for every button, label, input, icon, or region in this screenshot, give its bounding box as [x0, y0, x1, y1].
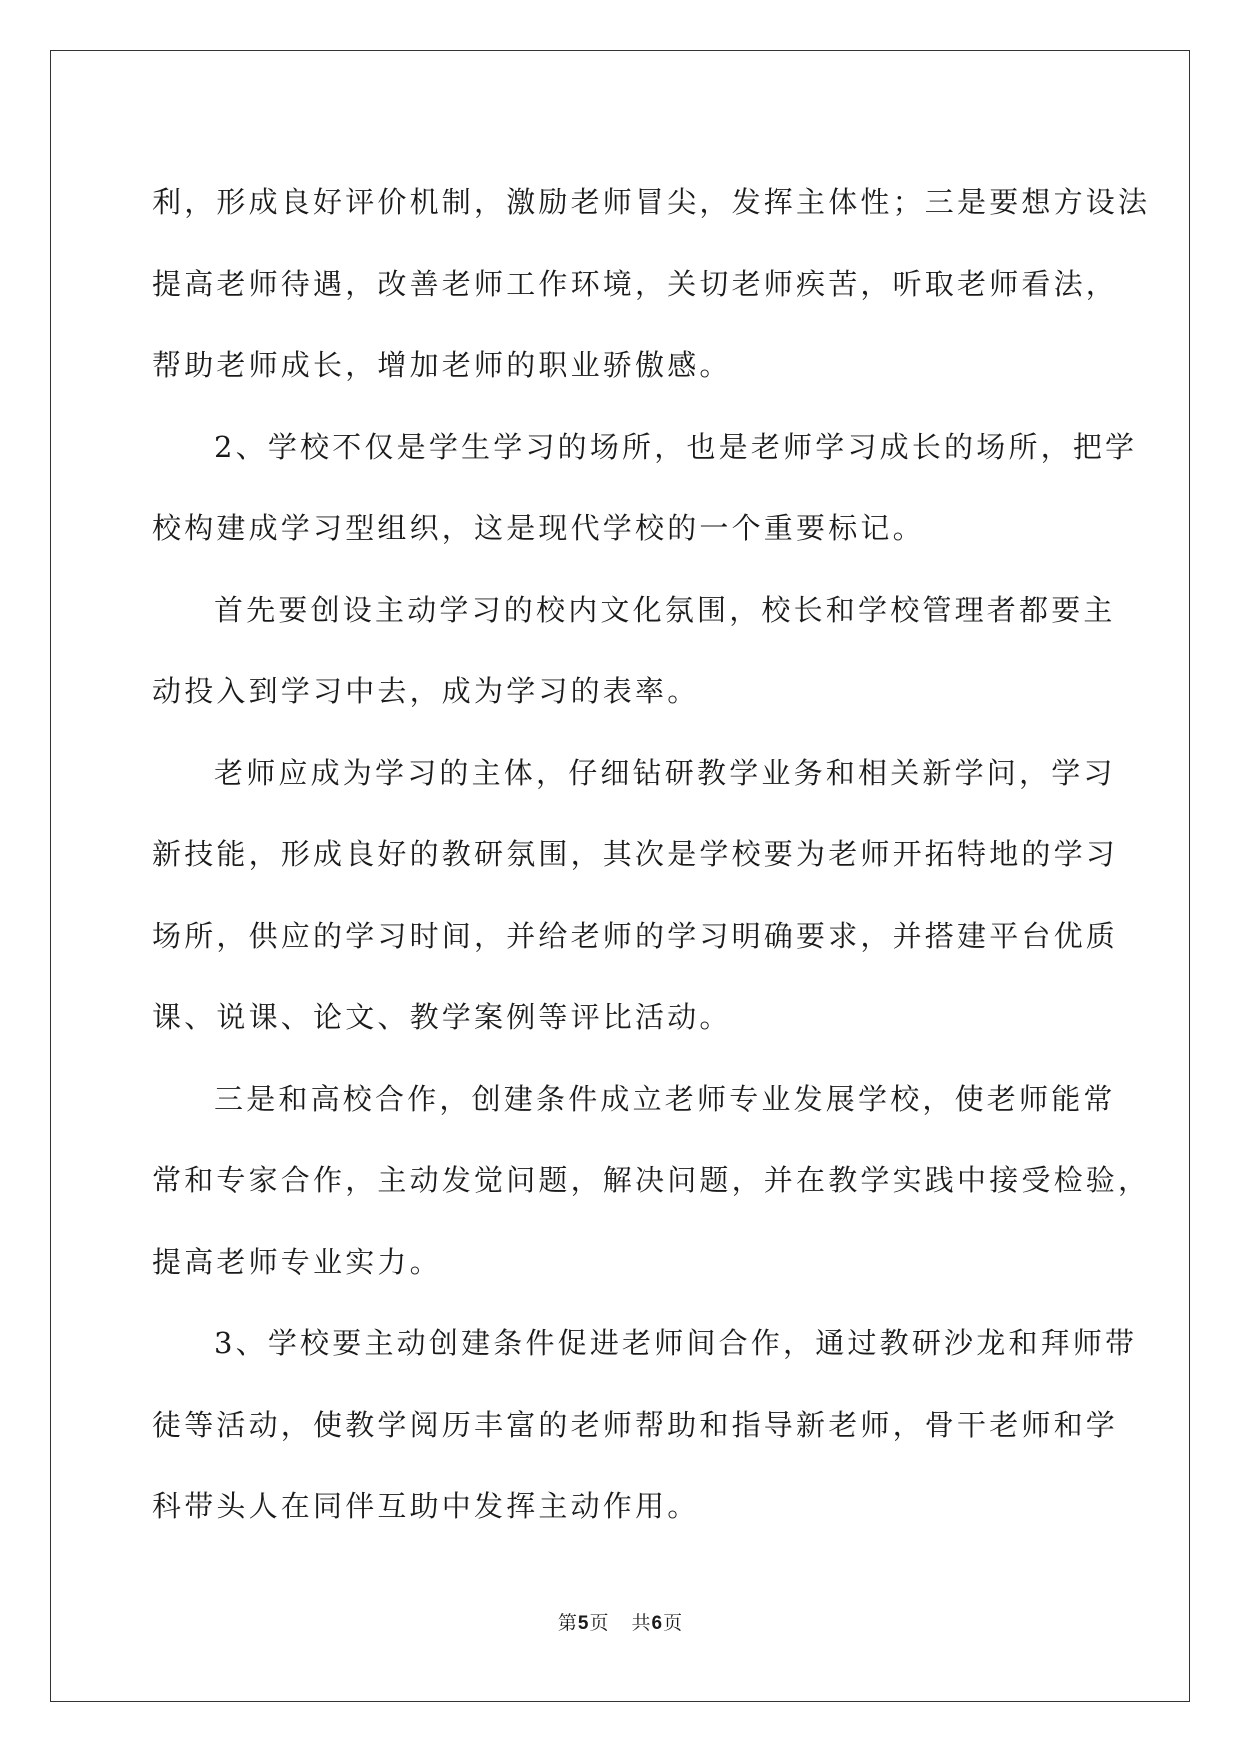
text-line: 提高老师专业实力。 [152, 1244, 442, 1279]
total-label-prefix: 共 [631, 1612, 652, 1634]
text-line: 动投入到学习中去，成为学习的表率。 [152, 674, 700, 708]
page-number: 5 [577, 1613, 590, 1634]
text-line: 场所，供应的学习时间，并给老师的学习明确要求，并搭建平台优质 [152, 918, 1119, 953]
text-line: 三是和高校合作，创建条件成立老师专业发展学校，使老师能常 [214, 1081, 1116, 1116]
text-line: 老师应成为学习的主体，仔细钻研教学业务和相关新学问，学习 [214, 755, 1116, 790]
text-line: 校构建成学习型组织，这是现代学校的一个重要标记。 [152, 511, 925, 545]
document-body [152, 162, 1151, 1548]
page-label-suffix: 页 [589, 1612, 610, 1634]
text-line: 常和专家合作，主动发觉问题，解决问题，并在教学实践中接受检验， [152, 1163, 1151, 1197]
text-line: 3、学校要主动创建条件促进老师间合作，通过教研沙龙和拜师带 [214, 1326, 1138, 1360]
text-line: 科带头人在同伴互助中发挥主动作用。 [152, 1489, 700, 1523]
text-line: 徒等活动，使教学阅历丰富的老师帮助和指导新老师，骨干老师和学 [152, 1407, 1119, 1442]
text-line: 课、说课、论文、教学案例等评比活动。 [152, 1000, 732, 1034]
page-footer [0, 1608, 1241, 1635]
total-label-suffix: 页 [663, 1612, 684, 1634]
text-line: 首先要创设主动学习的校内文化氛围，校长和学校管理者都要主 [214, 592, 1116, 627]
total-pages: 6 [651, 1613, 664, 1634]
text-line: 新技能，形成良好的教研氛围，其次是学校要为老师开拓特地的学习 [152, 837, 1119, 871]
text-line: 帮助老师成长，增加老师的职业骄傲感。 [152, 348, 732, 382]
page-label-prefix: 第 [557, 1612, 578, 1634]
text-line: 利，形成良好评价机制，激励老师冒尖，发挥主体性；三是要想方设法 [152, 185, 1151, 219]
text-line: 提高老师待遇，改善老师工作环境，关切老师疾苦，听取老师看法， [152, 266, 1119, 301]
text-line: 2、学校不仅是学生学习的场所，也是老师学习成长的场所，把学 [214, 429, 1138, 464]
